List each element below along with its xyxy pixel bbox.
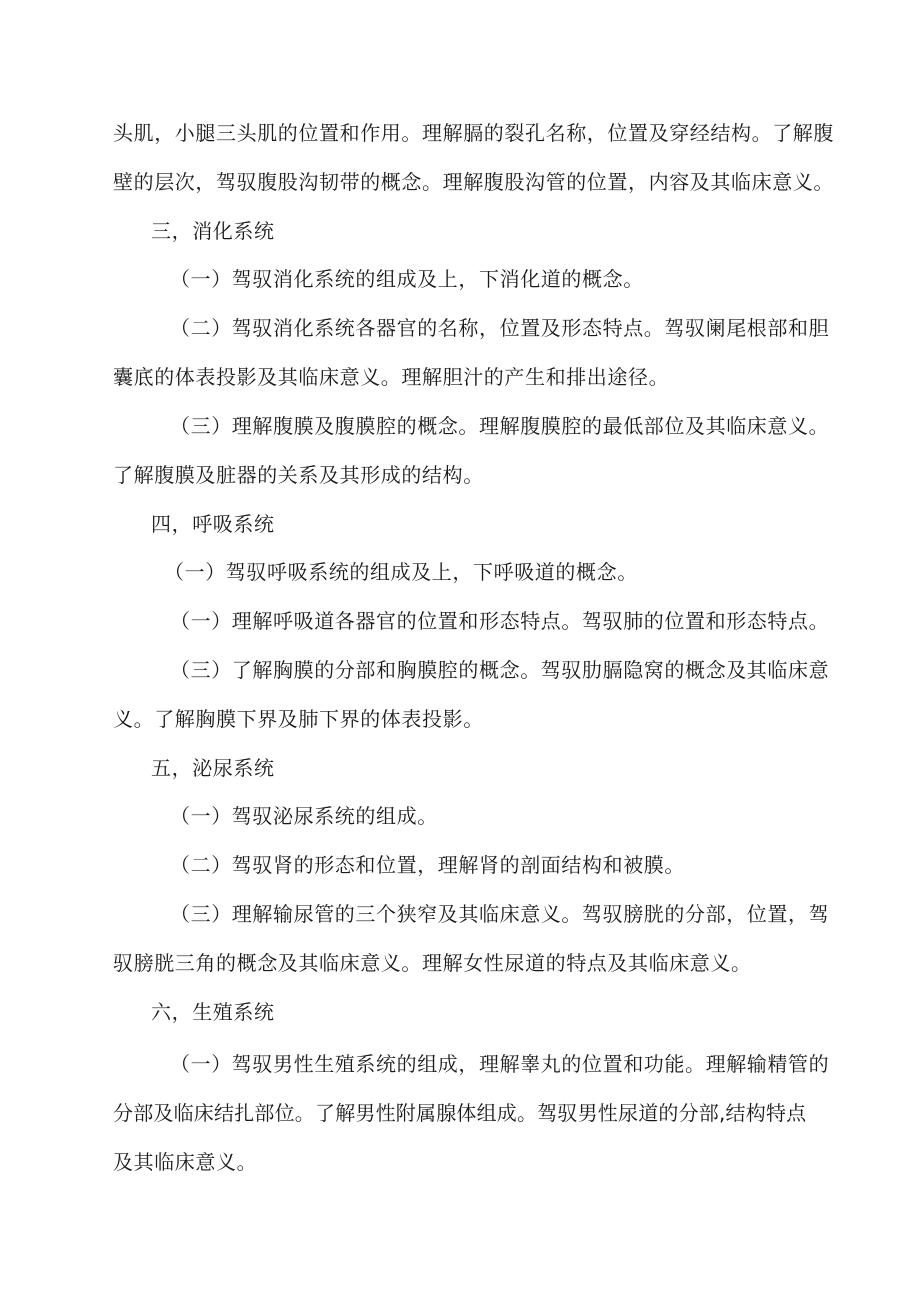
- text-line: 义。了解胸膜下界及肺下界的体表投影。: [113, 707, 484, 731]
- text-line: （一）驾驭呼吸系统的组成及上，下呼吸道的概念。: [164, 560, 638, 584]
- section-heading: 四，呼吸系统: [151, 512, 275, 536]
- section-heading: 六，生殖系统: [151, 1000, 275, 1024]
- section-heading: 五，泌尿系统: [151, 756, 275, 780]
- text-line: 及其临床意义。: [113, 1150, 258, 1174]
- text-line: 囊底的体表投影及其临床意义。理解胆汁的产生和排出途径。: [113, 365, 670, 389]
- text-line: 驭膀胱三角的概念及其临床意义。理解女性尿道的特点及其临床意义。: [113, 951, 752, 975]
- text-line: 分部及临床结扎部位。了解男性附属腺体组成。驾驭男性尿道的分部,结构特点: [113, 1101, 807, 1125]
- text-line: （一）驾驭男性生殖系统的组成，理解睾丸的位置和功能。理解输精管的: [170, 1052, 830, 1076]
- text-line: 头肌，小腿三头肌的位置和作用。理解膈的裂孔名称，位置及穿经结构。了解腹: [113, 121, 834, 145]
- text-line: （三）理解腹膜及腹膜腔的概念。理解腹膜腔的最低部位及其临床意义。: [170, 414, 830, 438]
- text-line: （三）理解输尿管的三个狭窄及其临床意义。驾驭膀胱的分部，位置，驾: [170, 902, 830, 926]
- text-line: 壁的层次，驾驭腹股沟韧带的概念。理解腹股沟管的位置，内容及其临床意义。: [113, 170, 834, 194]
- text-line: （一）驾驭消化系统的组成及上，下消化道的概念。: [170, 267, 644, 291]
- text-line: （一）理解呼吸道各器官的位置和形态特点。驾驭肺的位置和形态特点。: [170, 609, 830, 633]
- text-line: 了解腹膜及脏器的关系及其形成的结构。: [113, 463, 484, 487]
- section-heading: 三，消化系统: [151, 219, 275, 243]
- text-line: （二）驾驭肾的形态和位置，理解肾的剖面结构和被膜。: [170, 853, 685, 877]
- text-line: （二）驾驭消化系统各器官的名称，位置及形态特点。驾驭阑尾根部和胆: [170, 316, 830, 340]
- text-line: （三）了解胸膜的分部和胸膜腔的概念。驾驭肋膈隐窝的概念及其临床意: [170, 658, 830, 682]
- text-line: （一）驾驭泌尿系统的组成。: [170, 804, 438, 828]
